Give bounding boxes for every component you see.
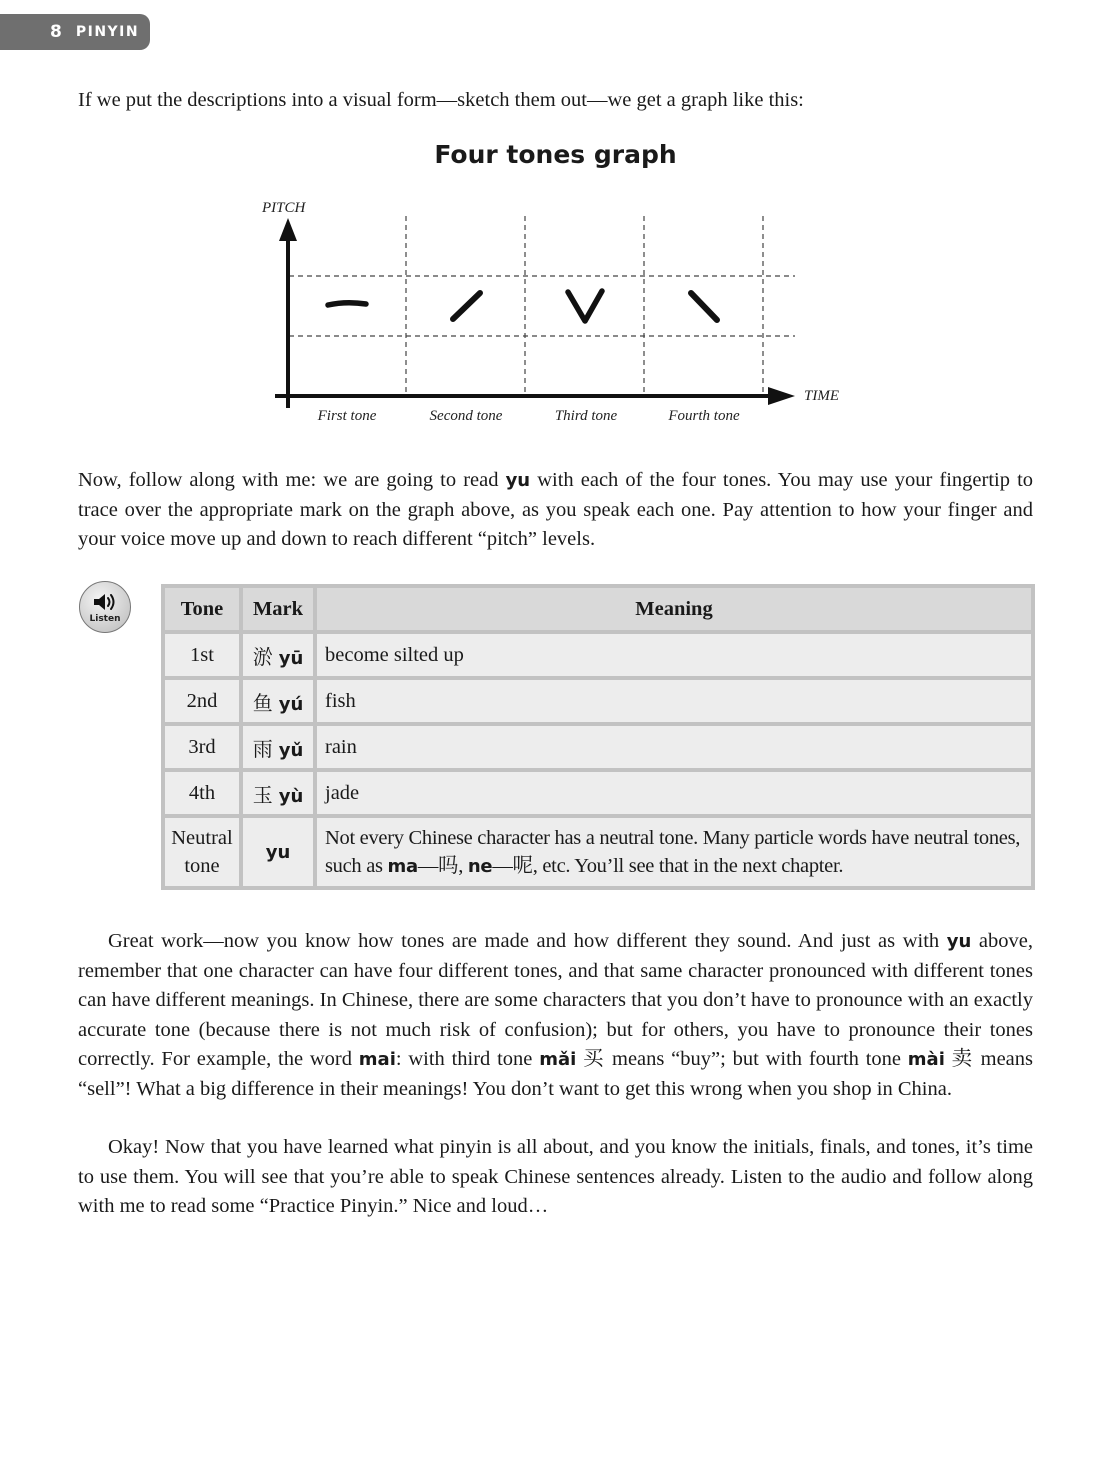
intro-paragraph: If we put the descriptions into a visual form—sketch them out—we get a graph like this: [78,89,804,111]
tone-label-fourth: Fourth tone [668,408,740,424]
table-header-row [165,588,1031,630]
header-meaning: Meaning [317,588,1031,630]
listen-label: Listen [89,613,121,624]
table-row-neutral: Neutral tone yu Not every Chinese character has a neutral tone. Many particle words have neutral tones, such as ma—吗, ne—呢, etc. You’ll see that in the next chapter. [165,818,1031,886]
header-tone: Tone [165,588,239,630]
tone-labels [317,408,740,424]
table-row: 3rd 雨 yǔ rain [165,726,1031,768]
speaker-icon [92,591,118,613]
fourth-tone-mark [691,293,717,320]
section-title: PINYIN [75,24,140,40]
header-mark: Mark [243,588,313,630]
time-axis-label: TIME [804,388,839,404]
follow-paragraph: Now, follow along with me: we are going to read yu with each of the four tones. You may use your fingertip to trace over the appropriate mark on the graph above, as you speak each one. Pay attention to how your finger and your voice move up and down to reach different “pitch” levels. [78,469,1034,550]
tone-label-second: Second tone [429,408,503,424]
graph-title: Four tones graph [434,140,677,169]
okay-paragraph: Okay! Now that you have learned what pinyin is all about, and you know the initials, finals, and tones, it’s time to use them. You will see that you’re able to speak Chinese sentences already. Listen to the audio and follow along with me to read some “Practice Pinyin.” Nice and loud… [78,1136,1033,1217]
tone-label-first: First tone [317,408,377,424]
page-number: 8 [50,22,62,42]
pinyin-word: yu [505,470,531,491]
table-row: 4th 玉 yù jade [165,772,1031,814]
tone-marks [328,291,717,321]
table-row: 1st 淤 yū become silted up [165,634,1031,676]
third-tone-mark [568,291,602,321]
tones-table [161,584,1035,890]
tone-label-third: Third tone [554,408,618,424]
first-tone-mark [328,303,366,305]
listen-audio-button[interactable] [79,581,131,633]
four-tones-graph [0,0,1111,440]
pitch-axis-label: PITCH [262,200,306,216]
great-work-paragraph: Great work—now you know how tones are made and how different they sound. And just as with yu above, remember that one character can have four different tones, and that same character pronounced with different tones can have different meanings. In Chinese, there are some characters that you don’t have to pronounce with an exactly accurate tone (because there is not much risk of confusion); but for others, you have to pronounce their tones correctly. For example, the word mai: with third tone mǎi 买 means “buy”; but with fourth tone mài 卖 means “sell”! What a big difference in their meanings! You don’t want to get this wrong when you shop in China. [78,930,1033,1100]
table-row: 2nd 鱼 yú fish [165,680,1031,722]
second-tone-mark [453,293,480,319]
graph-axes [275,218,795,408]
